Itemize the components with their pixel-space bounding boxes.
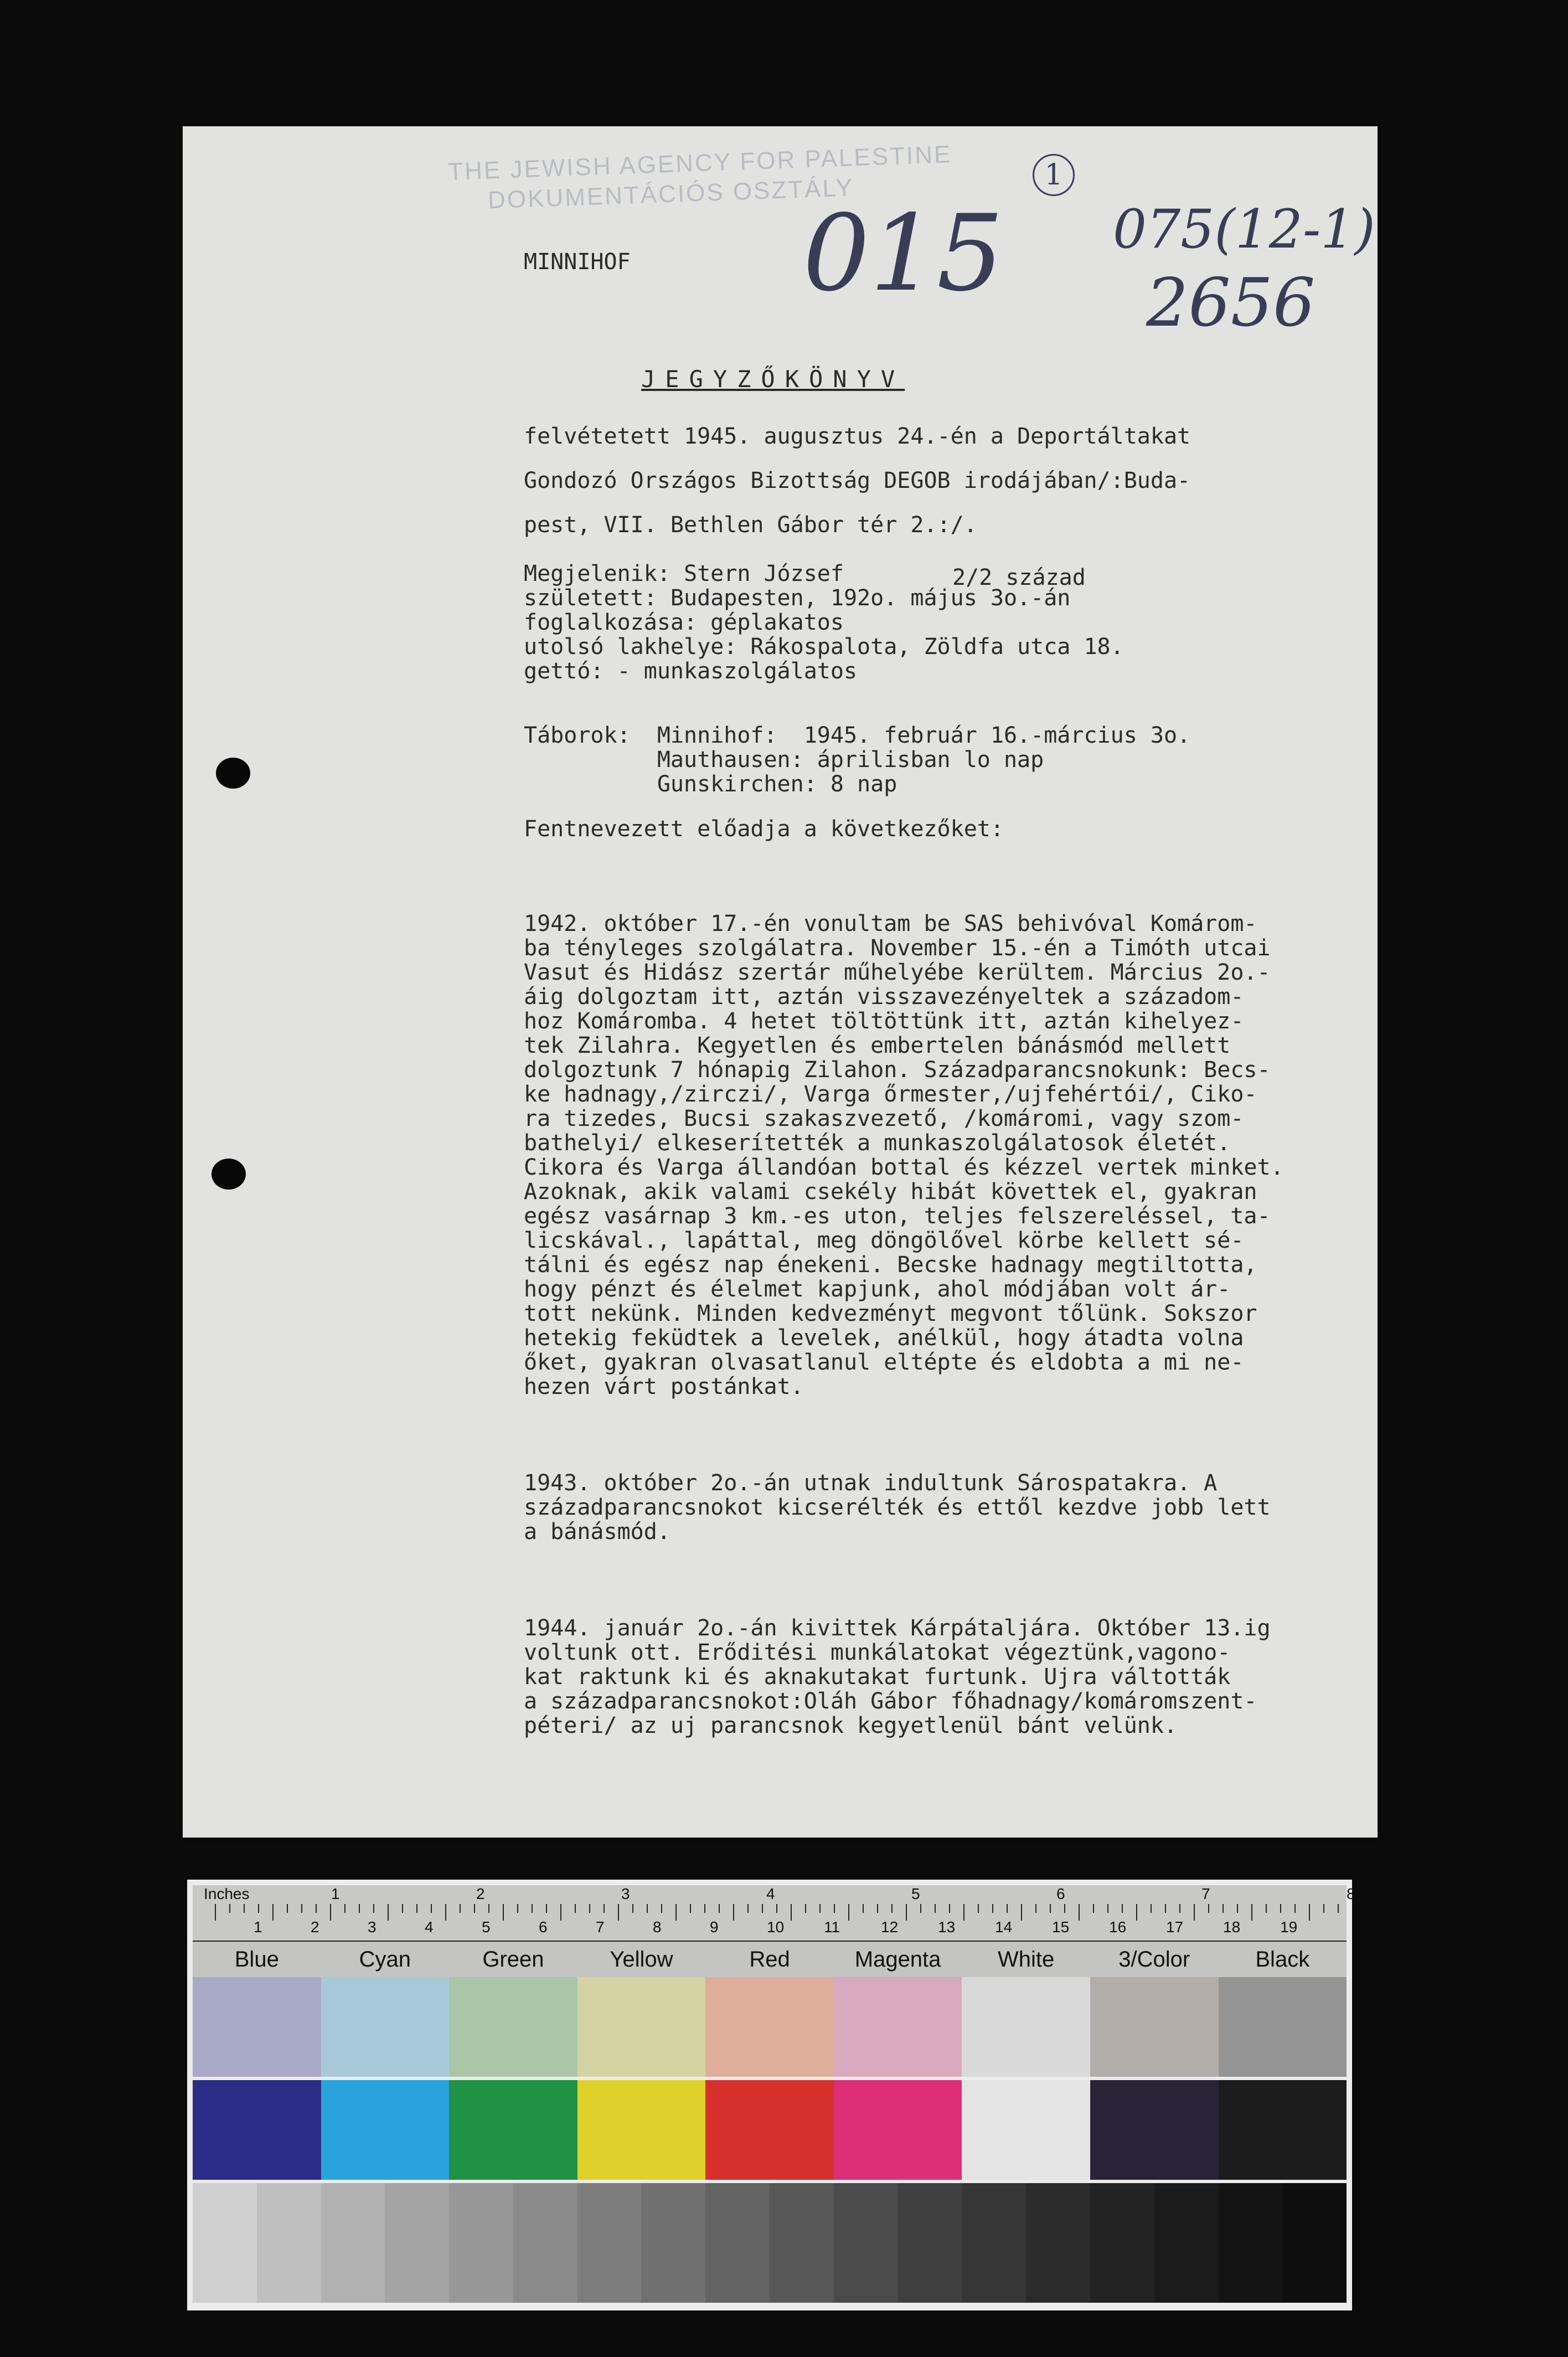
ruler-tick <box>776 1904 777 1913</box>
ruler-tick <box>388 1904 389 1921</box>
dark-color-patch <box>577 2080 706 2180</box>
dark-color-patch <box>962 2080 1090 2180</box>
ruler-tick <box>819 1904 821 1913</box>
ruler-tick <box>445 1904 446 1921</box>
gray-step-patch <box>962 2183 1026 2303</box>
gray-step-patch <box>321 2183 385 2303</box>
ruler-tick <box>1309 1904 1310 1921</box>
testimony-lead: Fentnevezett előadja a következőket: <box>524 816 1004 842</box>
color-name-label: Green <box>482 1947 544 1972</box>
ruler-tick <box>244 1904 245 1913</box>
ruler-tick <box>992 1904 993 1913</box>
ruler-tick <box>272 1904 274 1921</box>
ruler-tick <box>1266 1904 1267 1913</box>
grayscale-row <box>193 2183 1347 2303</box>
ruler-tick <box>1007 1904 1008 1913</box>
testimony-body <box>524 863 1284 1810</box>
ruler-cm-number: 19 <box>1280 1918 1298 1936</box>
ruler-inch-number: 8 <box>1347 1885 1355 1902</box>
gray-step-patch <box>770 2183 834 2303</box>
ruler-tick <box>258 1904 259 1913</box>
ruler-tick <box>575 1904 576 1913</box>
handwritten-file-number: 2656 <box>1146 265 1316 342</box>
ruler-tick <box>935 1904 936 1913</box>
testimony-paragraph: 1942. október 17.-én vonultam be SAS behivóval Komárom- ba tényleges szolgálatra. November 15.-én a Timóth utcai Vasut és Hidász szertár műhelyébe kerültem. Március 2o.- áig dolgoztam itt, aztán visszavezényeltek a századom- hoz Komáromba. 4 hetet töltöttünk itt, aztán kihelyez- tek Zilahra. Kegyetlen és embertelen bánásmód mellett dolgoztunk 7 hónapig Zilahon. Századparancsnokunk: Becs- ke hadnagy,/zirczi/, Varga őrmester,/ujfehértói/, Ciko- ra tizedes, Bucsi szakaszvezető, /komáromi, vagy szom- bathelyi/ elkeserítették a munkaszolgálatosok életét. Cikora és Varga állandóan bottal és kézzel vertek minket. Azoknak, akik valami csekély hibát követtek el, gyakran egész vasárnap 3 km.-es uton, teljes felszereléssel, ta- licskával., lapáttal, meg döngölővel körbe kellett sé- tálni és egész nap énekeni. Becske hadnagy megtiltotta, hogy pénzt és élelmet kapjunk, ahol módjában volt ár- tott nekünk. Minden kedvezményt megvont tőlünk. Sokszor hetekig feküdtek a levelek, anélkül, hogy átadta volna őket, gyakran olvasatlanul eltépte és eldobta a mi ne- hezen várt postánkat. <box>524 911 1284 1399</box>
color-names-row <box>193 1942 1347 1977</box>
gray-step-patch <box>257 2183 321 2303</box>
light-color-patch <box>1219 1977 1347 2077</box>
light-color-patch <box>193 1977 321 2077</box>
ruler-tick <box>604 1904 605 1913</box>
ruler-tick <box>1079 1904 1080 1921</box>
ruler-cm-number: 3 <box>368 1918 376 1936</box>
ruler-inch-number: 2 <box>476 1885 485 1902</box>
ruler-tick <box>675 1904 677 1921</box>
document-place: MINNIHOF <box>524 249 631 275</box>
ruler-tick <box>474 1904 475 1913</box>
ruler-tick <box>488 1904 489 1913</box>
ruler <box>193 1885 1355 1942</box>
ruler-tick <box>848 1904 849 1921</box>
ruler-tick <box>1050 1904 1051 1913</box>
ruler-tick <box>215 1904 216 1921</box>
ruler-tick <box>1179 1904 1180 1913</box>
ruler-tick <box>287 1904 288 1913</box>
punch-hole <box>216 758 250 789</box>
ruler-tick <box>431 1904 432 1913</box>
ruler-tick <box>747 1904 749 1913</box>
ruler-tick <box>1107 1904 1108 1913</box>
light-color-patch <box>705 1977 834 2077</box>
ruler-cm-number: 8 <box>653 1918 662 1936</box>
ruler-tick <box>978 1904 979 1913</box>
ruler-tick <box>402 1904 403 1913</box>
ruler-inch-number: 4 <box>766 1885 775 1902</box>
ruler-tick <box>1208 1904 1209 1913</box>
ruler-tick <box>373 1904 374 1913</box>
ruler-tick <box>690 1904 691 1913</box>
ruler-tick <box>359 1904 360 1913</box>
ruler-tick <box>863 1904 864 1913</box>
light-color-patch <box>834 1977 962 2077</box>
ruler-tick <box>704 1904 705 1913</box>
color-name-label: Cyan <box>359 1947 411 1972</box>
color-name-label: Blue <box>234 1947 279 1972</box>
ruler-tick <box>1223 1904 1224 1913</box>
ruler-tick <box>632 1904 633 1913</box>
ruler-tick <box>416 1904 417 1913</box>
ruler-tick <box>920 1904 921 1913</box>
dark-patch-row <box>193 2080 1347 2180</box>
ruler-tick <box>791 1904 792 1921</box>
color-calibration-target <box>187 1880 1355 2310</box>
ruler-tick <box>546 1904 547 1913</box>
ruler-cm-number: 9 <box>710 1918 719 1936</box>
ruler-cm-number: 15 <box>1052 1918 1070 1936</box>
gray-step-patch <box>834 2183 898 2303</box>
ruler-tick <box>963 1904 964 1921</box>
testimony-paragraph: 1943. október 2o.-án utnak indultunk Sárospatakra. A századparancsnokot kicserélték és ettől kezdve jobb lett a bánásmód. <box>524 1470 1271 1545</box>
gray-step-patch <box>1219 2183 1283 2303</box>
ruler-tick <box>1294 1904 1296 1913</box>
document-page <box>183 126 1378 1838</box>
ruler-cm-number: 7 <box>596 1918 605 1936</box>
ruler-tick <box>949 1904 950 1913</box>
ruler-tick <box>1194 1904 1195 1921</box>
dark-color-patch <box>321 2080 450 2180</box>
ruler-cm-number: 17 <box>1166 1918 1184 1936</box>
ruler-cm-number: 10 <box>767 1918 785 1936</box>
gray-step-patch <box>705 2183 770 2303</box>
color-name-label: Yellow <box>610 1947 673 1972</box>
gray-step-patch <box>577 2183 642 2303</box>
ruler-tick <box>1035 1904 1036 1913</box>
ruler-inch-number: 7 <box>1201 1885 1210 1902</box>
ruler-cm-number: 2 <box>311 1918 319 1936</box>
ruler-tick <box>762 1904 763 1913</box>
document-intro: felvétetett 1945. augusztus 24.-én a Deportáltakat Gondozó Országos Bizottság DEGOB irodájában/:Buda- pest, VII. Bethlen Gábor tér 2.:/. <box>524 424 1191 538</box>
ruler-tick <box>1122 1904 1123 1913</box>
ruler-tick <box>647 1904 648 1913</box>
ruler-tick <box>330 1904 331 1921</box>
ruler-tick <box>1323 1904 1324 1913</box>
ruler-cm-number: 4 <box>425 1918 434 1936</box>
gray-step-patch <box>449 2183 513 2303</box>
ruler-cm-number: 18 <box>1223 1918 1241 1936</box>
gray-step-patch <box>1090 2183 1154 2303</box>
stamp-line-2: DOKUMENTÁCIÓS OSZTÁLY <box>487 174 854 214</box>
color-name-label: White <box>998 1947 1055 1972</box>
gray-step-patch <box>385 2183 449 2303</box>
ruler-tick <box>560 1904 561 1921</box>
personal-details: Megjelenik: Stern József született: Budapesten, 192o. május 3o.-án foglalkozása: géplakatos utolsó lakhelye: Rákospalota, Zöldfa utca 18. gettó: - munkaszolgálatos <box>524 561 1124 684</box>
gray-step-patch <box>1282 2183 1347 2303</box>
handwritten-circled-number: 1 <box>1033 154 1075 196</box>
color-name-label: Black <box>1255 1947 1310 1972</box>
ruler-tick <box>316 1904 317 1913</box>
company-note: 2/2 század <box>952 565 1086 590</box>
gray-step-patch <box>641 2183 705 2303</box>
camps-list: Táborok: Minnihof: 1945. február 16.-március 3o. Mauthausen: áprilisban lo nap Gunskirchen: 8 nap <box>524 723 1191 797</box>
ruler-cm-number: 14 <box>995 1918 1013 1936</box>
stamp-line-1: THE JEWISH AGENCY FOR PALESTINE <box>447 141 953 186</box>
ruler-cm-number: 6 <box>539 1918 548 1936</box>
punch-hole <box>212 1159 246 1190</box>
gray-step-patch <box>193 2183 257 2303</box>
ruler-tick <box>1064 1904 1065 1913</box>
light-color-patch <box>1090 1977 1219 2077</box>
light-color-patch <box>449 1977 577 2077</box>
document-title: JEGYZŐKÖNYV <box>641 366 905 393</box>
light-color-patch <box>577 1977 706 2077</box>
light-color-patch <box>962 1977 1090 2077</box>
dark-color-patch <box>834 2080 962 2180</box>
light-color-patch <box>321 1977 450 2077</box>
dark-color-patch <box>1090 2080 1219 2180</box>
ruler-tick <box>301 1904 302 1913</box>
ruler-tick <box>1165 1904 1166 1913</box>
handwritten-code: 075(12-1) <box>1113 198 1375 260</box>
ruler-cm-number: 1 <box>254 1918 262 1936</box>
ruler-tick <box>661 1904 662 1913</box>
dark-color-patch <box>705 2080 834 2180</box>
gray-step-patch <box>1026 2183 1090 2303</box>
ruler-tick <box>733 1904 734 1921</box>
ruler-tick <box>1280 1904 1281 1913</box>
ruler-cm-number: 13 <box>938 1918 956 1936</box>
ruler-tick <box>589 1904 590 1913</box>
color-name-label: 3/Color <box>1118 1947 1190 1972</box>
ruler-cm-number: 16 <box>1109 1918 1127 1936</box>
color-name-label: Magenta <box>854 1947 941 1972</box>
gray-step-patch <box>1154 2183 1219 2303</box>
ruler-tick <box>877 1904 878 1913</box>
ruler-tick <box>1151 1904 1152 1913</box>
ruler-inches-label: Inches <box>204 1885 250 1902</box>
ruler-tick <box>1338 1904 1339 1913</box>
ruler-tick <box>891 1904 893 1913</box>
dark-color-patch <box>1219 2080 1347 2180</box>
ruler-tick <box>834 1904 835 1913</box>
ruler-tick <box>719 1904 720 1913</box>
ruler-tick <box>1093 1904 1094 1913</box>
testimony-paragraph: 1944. január 2o.-án kivittek Kárpátaljára. Október 13.ig voltunk ott. Erőditési munkálatokat végeztünk,vagono- kat raktunk ki és aknakutakat furtunk. Ujra váltották a századparancsnokot:Oláh Gábor főhadnagy/komáromszent- péteri/ az uj parancsnok kegyetlenül bánt velünk. <box>524 1615 1271 1738</box>
ruler-tick <box>344 1904 345 1913</box>
ruler-inch-number: 6 <box>1056 1885 1065 1902</box>
ruler-tick <box>517 1904 518 1913</box>
ruler-tick <box>618 1904 619 1921</box>
ruler-tick <box>503 1904 504 1921</box>
ruler-inch-number: 1 <box>331 1885 340 1902</box>
gray-step-patch <box>513 2183 577 2303</box>
ruler-inch-number: 5 <box>911 1885 920 1902</box>
ruler-tick <box>1251 1904 1252 1921</box>
ruler-tick <box>1237 1904 1238 1913</box>
ruler-inch-number: 3 <box>621 1885 630 1902</box>
ruler-tick <box>906 1904 907 1921</box>
ruler-tick <box>1021 1904 1022 1921</box>
ruler-tick <box>532 1904 533 1913</box>
ruler-cm-number: 11 <box>824 1918 840 1936</box>
ruler-tick <box>805 1904 806 1913</box>
ruler-tick <box>460 1904 461 1913</box>
color-name-label: Red <box>749 1947 790 1972</box>
light-patch-row <box>193 1977 1347 2077</box>
ruler-cm-number: 12 <box>881 1918 899 1936</box>
handwritten-number: 015 <box>803 192 1004 315</box>
ruler-tick <box>1136 1904 1137 1921</box>
ruler-tick <box>229 1904 230 1913</box>
dark-color-patch <box>193 2080 321 2180</box>
dark-color-patch <box>449 2080 577 2180</box>
gray-step-patch <box>898 2183 962 2303</box>
ruler-cm-number: 5 <box>482 1918 491 1936</box>
